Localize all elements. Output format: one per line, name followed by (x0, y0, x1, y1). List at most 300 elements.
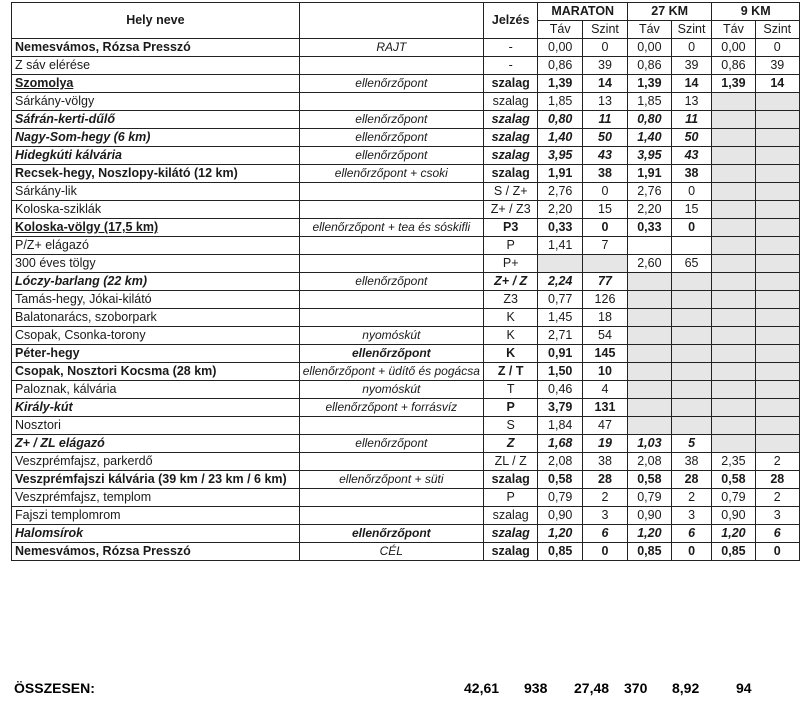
marathon-dist: 1,20 (538, 525, 583, 543)
27km-dist: 2,20 (627, 201, 671, 219)
header-marathon-climb: Szint (582, 21, 627, 39)
27km-dist: 0,79 (627, 489, 671, 507)
marathon-empty (538, 255, 583, 273)
9km-empty (712, 147, 755, 165)
place-note: ellenőrzőpont (299, 435, 483, 453)
trail-mark: szalag (483, 111, 538, 129)
marathon-dist: 0,86 (538, 57, 583, 75)
marathon-climb: 15 (582, 201, 627, 219)
trail-mark: szalag (483, 147, 538, 165)
totals-row (14, 680, 784, 700)
27km-dist: 0,86 (627, 57, 671, 75)
place-name (12, 525, 300, 543)
table-row (12, 525, 800, 543)
27km-empty (627, 327, 671, 345)
9km-climb: 0 (755, 39, 799, 57)
27km-empty (671, 381, 712, 399)
marathon-climb: 145 (582, 345, 627, 363)
marathon-dist: 1,85 (538, 93, 583, 111)
place-note: ellenőrzőpont (299, 273, 483, 291)
place-name-text: Fajszi templomrom (15, 508, 121, 522)
place-note: ellenőrzőpont (299, 345, 483, 363)
place-name-text: Tamás-hegy, Jókai-kilátó (15, 292, 152, 306)
table-row (12, 345, 800, 363)
9km-empty (712, 255, 755, 273)
totals-27km-climb: 370 (624, 680, 648, 696)
place-note (299, 453, 483, 471)
9km-empty (712, 237, 755, 255)
trail-mark: P3 (483, 219, 538, 237)
27km-climb: 0 (671, 219, 712, 237)
trail-mark: Z+ / Z3 (483, 201, 538, 219)
place-name-text: Koloska-sziklák (15, 202, 102, 216)
trail-mark: szalag (483, 471, 538, 489)
marathon-dist: 0,77 (538, 291, 583, 309)
9km-empty (712, 273, 755, 291)
table-row (12, 273, 800, 291)
place-name-text: Recsek-hegy, Noszlopy-kilátó (12 km) (15, 166, 238, 180)
marathon-climb: 7 (582, 237, 627, 255)
table-row (12, 399, 800, 417)
27km-climb: 38 (671, 165, 712, 183)
trail-mark: - (483, 39, 538, 57)
place-name (12, 273, 300, 291)
marathon-dist: 0,80 (538, 111, 583, 129)
place-note: nyomóskút (299, 381, 483, 399)
27km-dist: 0,58 (627, 471, 671, 489)
place-note: ellenőrzőpont (299, 129, 483, 147)
place-note (299, 309, 483, 327)
trail-mark: K (483, 345, 538, 363)
place-note (299, 237, 483, 255)
place-name-text: Veszprémfajsz, templom (15, 490, 152, 504)
marathon-dist: 3,95 (538, 147, 583, 165)
27km-empty (671, 291, 712, 309)
27km-empty (671, 345, 712, 363)
table-row (12, 219, 800, 237)
place-name-text: P/Z+ elágazó (15, 238, 90, 252)
9km-empty (712, 417, 755, 435)
totals-marathon-dist: 42,61 (464, 680, 500, 696)
marathon-dist: 0,58 (538, 471, 583, 489)
9km-dist: 2,35 (712, 453, 755, 471)
marathon-climb: 131 (582, 399, 627, 417)
27km-empty (671, 399, 712, 417)
place-name (12, 507, 300, 525)
27km-dist: 0,90 (627, 507, 671, 525)
totals-9km-dist: 8,92 (672, 680, 700, 696)
marathon-climb: 11 (582, 111, 627, 129)
table-row (12, 129, 800, 147)
marathon-empty (582, 255, 627, 273)
27km-empty (627, 273, 671, 291)
marathon-dist: 1,40 (538, 129, 583, 147)
9km-climb: 28 (755, 471, 799, 489)
marathon-dist: 2,24 (538, 273, 583, 291)
27km-dist: 1,85 (627, 93, 671, 111)
marathon-climb: 2 (582, 489, 627, 507)
27km-climb: 0 (671, 39, 712, 57)
marathon-climb: 43 (582, 147, 627, 165)
place-name (12, 183, 300, 201)
table-row (12, 327, 800, 345)
9km-empty (712, 93, 755, 111)
27km-empty (671, 327, 712, 345)
place-name-text: Paloznak, kálvária (15, 382, 117, 396)
9km-climb: 2 (755, 489, 799, 507)
route-rows (12, 39, 800, 561)
27km-empty (627, 381, 671, 399)
place-name (12, 435, 300, 453)
27km-empty (627, 363, 671, 381)
place-name (12, 165, 300, 183)
route-table (11, 2, 800, 561)
9km-dist: 0,86 (712, 57, 755, 75)
9km-empty (712, 399, 755, 417)
9km-dist: 0,85 (712, 543, 755, 561)
27km-climb: 2 (671, 489, 712, 507)
9km-empty (712, 363, 755, 381)
place-note: ellenőrzőpont + forrásvíz (299, 399, 483, 417)
27km-climb: 50 (671, 129, 712, 147)
27km-climb: 0 (671, 183, 712, 201)
9km-dist: 0,58 (712, 471, 755, 489)
trail-mark: Z (483, 435, 538, 453)
27km-empty (671, 273, 712, 291)
trail-mark: Z / T (483, 363, 538, 381)
place-note: ellenőrzőpont + csoki (299, 165, 483, 183)
place-name (12, 327, 300, 345)
place-name-text: Balatonarács, szoborpark (15, 310, 157, 324)
table-row (12, 507, 800, 525)
header-note (299, 3, 483, 39)
place-note (299, 183, 483, 201)
marathon-climb: 13 (582, 93, 627, 111)
9km-climb: 3 (755, 507, 799, 525)
marathon-dist: 0,00 (538, 39, 583, 57)
9km-empty (712, 219, 755, 237)
header-9km-climb: Szint (755, 21, 799, 39)
place-name (12, 345, 300, 363)
marathon-climb: 54 (582, 327, 627, 345)
table-row (12, 201, 800, 219)
place-name-text: Halomsírok (15, 526, 84, 540)
9km-empty (755, 399, 799, 417)
table-row (12, 543, 800, 561)
trail-mark: szalag (483, 75, 538, 93)
table-row (12, 309, 800, 327)
marathon-climb: 39 (582, 57, 627, 75)
9km-dist: 0,79 (712, 489, 755, 507)
place-name-text: Veszprémfajsz, parkerdő (15, 454, 153, 468)
9km-empty (712, 129, 755, 147)
trail-mark: szalag (483, 165, 538, 183)
table-row (12, 75, 800, 93)
place-name (12, 57, 300, 75)
marathon-dist: 1,41 (538, 237, 583, 255)
marathon-climb: 38 (582, 453, 627, 471)
table-row (12, 165, 800, 183)
place-note (299, 255, 483, 273)
9km-empty (755, 309, 799, 327)
header-27km-dist: Táv (627, 21, 671, 39)
27km-empty (671, 417, 712, 435)
header-mark: Jelzés (483, 3, 538, 39)
9km-empty (755, 291, 799, 309)
9km-climb: 39 (755, 57, 799, 75)
marathon-dist: 2,76 (538, 183, 583, 201)
table-row (12, 291, 800, 309)
table-row (12, 255, 800, 273)
place-name-text: Péter-hegy (15, 346, 80, 360)
27km-empty (627, 237, 671, 255)
table-row (12, 147, 800, 165)
table-row (12, 453, 800, 471)
9km-empty (755, 345, 799, 363)
place-name-text: Csopak, Nosztori Kocsma (28 km) (15, 364, 217, 378)
place-note: ellenőrzőpont + süti (299, 471, 483, 489)
27km-dist: 1,03 (627, 435, 671, 453)
trail-mark: szalag (483, 525, 538, 543)
place-name-text: Király-kút (15, 400, 73, 414)
27km-climb: 38 (671, 453, 712, 471)
marathon-climb: 4 (582, 381, 627, 399)
27km-empty (671, 363, 712, 381)
table-row (12, 93, 800, 111)
place-note (299, 489, 483, 507)
marathon-climb: 14 (582, 75, 627, 93)
27km-dist: 3,95 (627, 147, 671, 165)
trail-mark: szalag (483, 129, 538, 147)
27km-climb: 3 (671, 507, 712, 525)
27km-dist: 2,08 (627, 453, 671, 471)
place-name-text: Veszprémfajszi kálvária (39 km / 23 km / 6 km) (15, 472, 287, 486)
marathon-climb: 0 (582, 543, 627, 561)
trail-mark: P (483, 489, 538, 507)
marathon-dist: 0,46 (538, 381, 583, 399)
27km-climb: 13 (671, 93, 712, 111)
trail-mark: K (483, 327, 538, 345)
place-name (12, 129, 300, 147)
trail-mark: P+ (483, 255, 538, 273)
marathon-dist: 2,08 (538, 453, 583, 471)
place-name-text: Koloska-völgy (17,5 km) (15, 220, 159, 234)
9km-empty (712, 381, 755, 399)
27km-empty (671, 309, 712, 327)
place-name (12, 453, 300, 471)
place-name-text: Z sáv elérése (15, 58, 91, 72)
9km-climb: 0 (755, 543, 799, 561)
27km-dist: 1,39 (627, 75, 671, 93)
9km-empty (755, 237, 799, 255)
place-note (299, 291, 483, 309)
trail-mark: S (483, 417, 538, 435)
place-note: ellenőrzőpont (299, 147, 483, 165)
marathon-dist: 1,50 (538, 363, 583, 381)
9km-empty (755, 183, 799, 201)
9km-empty (755, 327, 799, 345)
9km-empty (755, 201, 799, 219)
27km-dist: 1,40 (627, 129, 671, 147)
27km-climb: 39 (671, 57, 712, 75)
27km-climb: 65 (671, 255, 712, 273)
place-name (12, 381, 300, 399)
place-name-text: Szomolya (15, 76, 74, 90)
table-row (12, 435, 800, 453)
place-name (12, 39, 300, 57)
trail-mark: P (483, 399, 538, 417)
trail-mark: T (483, 381, 538, 399)
27km-climb: 43 (671, 147, 712, 165)
place-name-text: Nemesvámos, Rózsa Presszó (15, 544, 191, 558)
marathon-climb: 126 (582, 291, 627, 309)
9km-climb: 6 (755, 525, 799, 543)
marathon-climb: 0 (582, 39, 627, 57)
marathon-dist: 0,91 (538, 345, 583, 363)
place-note (299, 417, 483, 435)
marathon-climb: 38 (582, 165, 627, 183)
marathon-climb: 19 (582, 435, 627, 453)
9km-empty (755, 93, 799, 111)
table-row (12, 363, 800, 381)
place-name (12, 93, 300, 111)
table-row (12, 111, 800, 129)
marathon-dist: 2,71 (538, 327, 583, 345)
trail-mark: Z3 (483, 291, 538, 309)
place-name (12, 291, 300, 309)
9km-dist: 0,90 (712, 507, 755, 525)
9km-empty (712, 111, 755, 129)
place-name (12, 309, 300, 327)
totals-27km-dist: 27,48 (574, 680, 610, 696)
9km-empty (712, 165, 755, 183)
9km-climb: 2 (755, 453, 799, 471)
marathon-climb: 6 (582, 525, 627, 543)
header-place: Hely neve (12, 3, 300, 39)
27km-dist: 2,76 (627, 183, 671, 201)
9km-empty (755, 363, 799, 381)
marathon-dist: 0,90 (538, 507, 583, 525)
totals-9km-climb: 94 (736, 680, 752, 696)
27km-empty (627, 345, 671, 363)
place-note: RAJT (299, 39, 483, 57)
9km-empty (755, 111, 799, 129)
9km-dist: 1,20 (712, 525, 755, 543)
trail-mark: S / Z+ (483, 183, 538, 201)
27km-dist: 2,60 (627, 255, 671, 273)
9km-dist: 1,39 (712, 75, 755, 93)
place-name-text: Lóczy-barlang (22 km) (15, 274, 147, 288)
marathon-dist: 1,91 (538, 165, 583, 183)
27km-dist: 1,20 (627, 525, 671, 543)
marathon-climb: 50 (582, 129, 627, 147)
9km-empty (755, 165, 799, 183)
trail-mark: Z+ / Z (483, 273, 538, 291)
trail-mark: szalag (483, 507, 538, 525)
place-note: ellenőrzőpont (299, 525, 483, 543)
place-name (12, 363, 300, 381)
marathon-climb: 77 (582, 273, 627, 291)
9km-empty (755, 219, 799, 237)
27km-dist: 0,00 (627, 39, 671, 57)
27km-empty (627, 399, 671, 417)
table-row (12, 381, 800, 399)
place-name (12, 219, 300, 237)
place-name-text: Sáfrán-kerti-dűlő (15, 112, 116, 126)
marathon-climb: 0 (582, 219, 627, 237)
place-name (12, 543, 300, 561)
27km-empty (627, 417, 671, 435)
marathon-climb: 18 (582, 309, 627, 327)
table-row (12, 237, 800, 255)
table-row (12, 489, 800, 507)
27km-empty (627, 291, 671, 309)
trail-mark: - (483, 57, 538, 75)
place-name (12, 489, 300, 507)
9km-empty (755, 255, 799, 273)
marathon-climb: 28 (582, 471, 627, 489)
place-name (12, 75, 300, 93)
marathon-dist: 0,79 (538, 489, 583, 507)
place-note (299, 507, 483, 525)
marathon-climb: 47 (582, 417, 627, 435)
place-note: ellenőrzőpont + üdítő és pogácsa (299, 363, 483, 381)
table-row (12, 471, 800, 489)
27km-climb: 15 (671, 201, 712, 219)
27km-empty (627, 309, 671, 327)
place-note: ellenőrzőpont (299, 111, 483, 129)
table-row (12, 57, 800, 75)
place-name-text: Sárkány-völgy (15, 94, 95, 108)
marathon-climb: 10 (582, 363, 627, 381)
place-name-text: 300 éves tölgy (15, 256, 96, 270)
header-9km: 9 KM (712, 3, 800, 21)
totals-marathon-climb: 938 (524, 680, 548, 696)
place-name-text: Z+ / ZL elágazó (15, 436, 105, 450)
place-name-text: Sárkány-lik (15, 184, 77, 198)
marathon-dist: 1,39 (538, 75, 583, 93)
trail-mark: szalag (483, 93, 538, 111)
marathon-dist: 1,68 (538, 435, 583, 453)
header-9km-dist: Táv (712, 21, 755, 39)
9km-climb: 14 (755, 75, 799, 93)
place-name-text: Nemesvámos, Rózsa Presszó (15, 40, 191, 54)
place-name-text: Nosztori (15, 418, 61, 432)
place-note: nyomóskút (299, 327, 483, 345)
place-name (12, 147, 300, 165)
9km-empty (712, 327, 755, 345)
27km-climb: 11 (671, 111, 712, 129)
marathon-dist: 2,20 (538, 201, 583, 219)
9km-dist: 0,00 (712, 39, 755, 57)
trail-mark: ZL / Z (483, 453, 538, 471)
trail-mark: K (483, 309, 538, 327)
9km-empty (755, 147, 799, 165)
table-row (12, 417, 800, 435)
header-27km-climb: Szint (671, 21, 712, 39)
marathon-dist: 3,79 (538, 399, 583, 417)
9km-empty (755, 129, 799, 147)
place-note (299, 57, 483, 75)
9km-empty (712, 345, 755, 363)
9km-empty (712, 201, 755, 219)
27km-empty (671, 237, 712, 255)
27km-climb: 14 (671, 75, 712, 93)
27km-climb: 28 (671, 471, 712, 489)
27km-dist: 0,85 (627, 543, 671, 561)
place-name (12, 255, 300, 273)
header-marathon: MARATON (538, 3, 628, 21)
